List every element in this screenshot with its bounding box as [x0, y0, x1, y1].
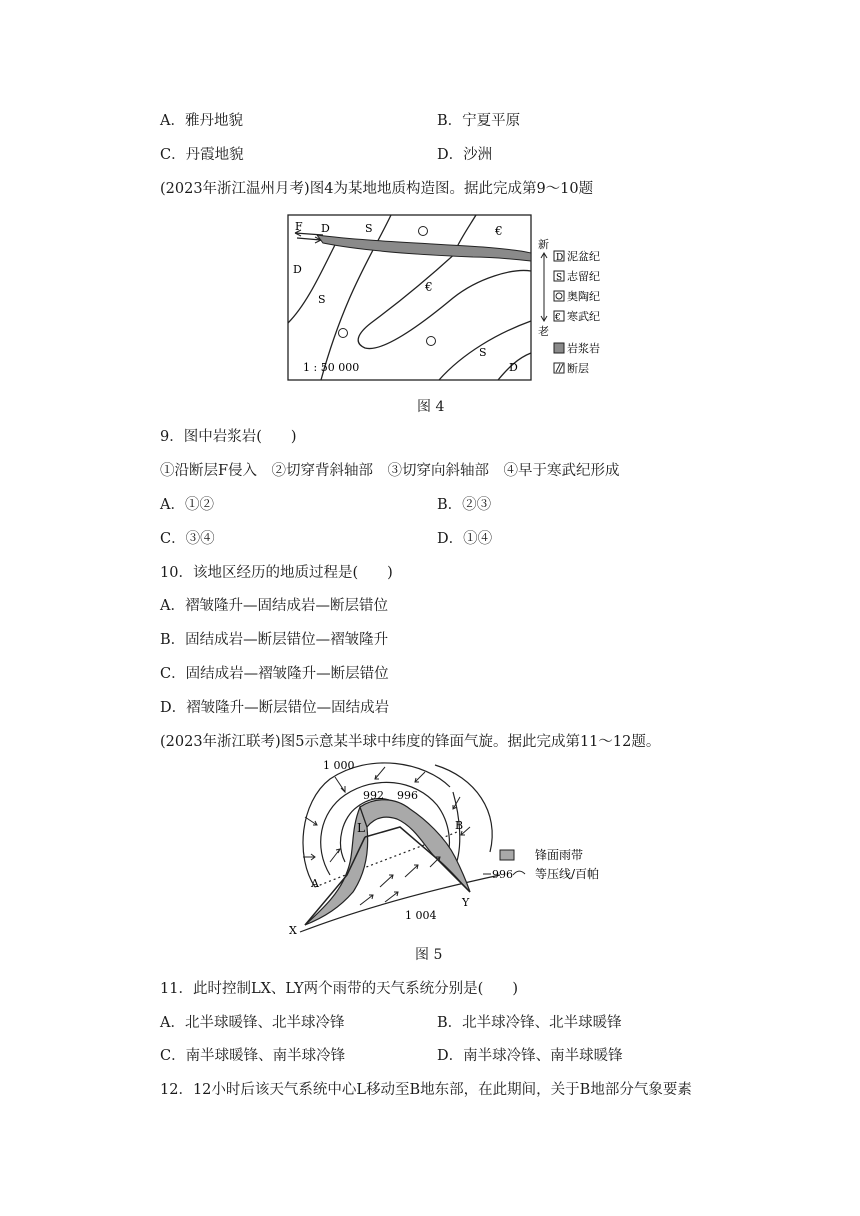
isobar-label-1000: 1 000: [323, 759, 355, 772]
legend-isobar-sample: 996: [492, 868, 513, 881]
intro-q11-12: (2023年浙江联考)图5示意某半球中纬度的锋面气旋。据此完成第11～12题。: [160, 734, 661, 750]
label-a: A: [311, 877, 319, 890]
q10-option-a: A．褶皱隆升—固结成岩—断层错位: [160, 598, 388, 614]
q10-option-b: B．固结成岩—断层错位—褶皱隆升: [160, 632, 389, 648]
label-y: Y: [462, 896, 470, 909]
q10-stem: 10．该地区经历的地质过程是( ): [160, 565, 393, 581]
frontal-cyclone-figure: [285, 757, 625, 937]
q11-option-a: A．北半球暖锋、北半球冷锋: [160, 1015, 345, 1031]
label-s: S: [318, 293, 326, 306]
isobar-label-992: 992: [363, 789, 384, 802]
q11-stem: 11．此时控制LX、LY两个雨带的天气系统分别是( ): [160, 981, 518, 997]
geologic-map-figure: [283, 213, 643, 385]
label-s: S: [479, 346, 487, 359]
label-d: D: [321, 222, 330, 235]
isobar-label-1004: 1 004: [405, 909, 437, 922]
legend-new: 新: [538, 238, 549, 251]
legend-cambrian: 寒武纪: [567, 310, 600, 323]
stratum-boundary: [288, 241, 337, 323]
label-o: [339, 329, 348, 338]
q12-stem: 12．12小时后该天气系统中心L移动至B地东部，在此期间，关于B地部分气象要素: [160, 1082, 692, 1098]
legend-fault: 断层: [567, 362, 589, 375]
q9-option-d: D．①④: [437, 531, 493, 547]
legend-magma-swatch: [554, 343, 564, 353]
label-e: €: [425, 280, 433, 294]
legend-symbol-o: [556, 293, 562, 299]
q8-option-b: B．宁夏平原: [437, 113, 521, 129]
label-l: L: [357, 821, 365, 835]
legend-rainband-swatch: [500, 850, 514, 860]
label-s: S: [365, 222, 373, 235]
stratum-boundary: [358, 251, 531, 349]
scale-text: 1 : 50 000: [303, 361, 360, 374]
q8-option-d: D．沙洲: [437, 147, 493, 163]
q9-choices: ①沿断层F侵入 ②切穿背斜轴部 ③切穿向斜轴部 ④早于寒武纪形成: [160, 463, 620, 479]
legend-symbol-d: D: [556, 253, 564, 263]
figure-4-caption: 图 4: [417, 399, 445, 415]
q9-stem: 9．图中岩浆岩( ): [160, 429, 297, 445]
q8-option-c: C．丹霞地貌: [160, 147, 244, 163]
intro-q9-10: (2023年浙江温州月考)图4为某地地质构造图。据此完成第9～10题: [160, 181, 594, 197]
label-e: €: [495, 224, 503, 238]
label-b: B: [455, 819, 464, 832]
legend-symbol-s: S: [556, 273, 563, 283]
legend-devonian: 泥盆纪: [567, 250, 600, 263]
legend-rainband: 锋面雨带: [535, 848, 584, 862]
q11-option-b: B．北半球冷锋、北半球暖锋: [437, 1015, 622, 1031]
label-o: [427, 337, 436, 346]
fault-label: F: [295, 220, 303, 233]
magma-intrusion: [317, 235, 531, 261]
rainband-ly: [360, 800, 470, 892]
label-d: D: [509, 361, 518, 374]
q10-option-c: C．固结成岩—褶皱隆升—断层错位: [160, 666, 389, 682]
label-x: X: [289, 924, 297, 937]
legend-ordovician: 奥陶纪: [567, 290, 600, 303]
label-d: D: [293, 263, 302, 276]
legend-magma: 岩浆岩: [567, 342, 600, 355]
isobar-label-996: 996: [397, 789, 418, 802]
legend-isobar: 等压线/百帕: [535, 867, 600, 881]
q9-option-a: A．①②: [160, 497, 214, 513]
q9-option-c: C．③④: [160, 531, 215, 547]
q10-option-d: D．褶皱隆升—断层错位—固结成岩: [160, 700, 390, 716]
legend-silurian: 志留纪: [567, 270, 600, 283]
figure-5-caption: 图 5: [415, 947, 443, 963]
legend-symbol-e: €: [555, 313, 561, 323]
q8-option-a: A．雅丹地貌: [160, 113, 243, 129]
label-o: [419, 227, 428, 236]
q9-option-b: B．②③: [437, 497, 492, 513]
legend-old: 老: [538, 325, 549, 338]
q11-option-d: D．南半球冷锋、南半球暖锋: [437, 1048, 623, 1064]
wind-arrows: [303, 767, 470, 905]
q11-option-c: C．南半球暖锋、南半球冷锋: [160, 1048, 346, 1064]
